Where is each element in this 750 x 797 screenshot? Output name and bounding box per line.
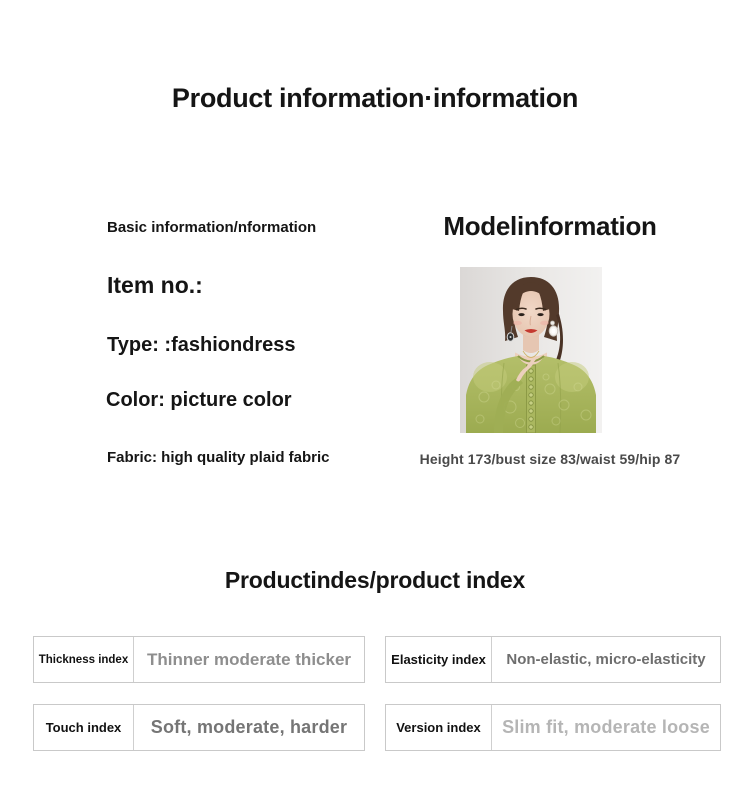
fabric-line: Fabric: high quality plaid fabric [107, 449, 330, 466]
index-box-touch [33, 704, 365, 751]
model-info-heading: Modelinformation [443, 211, 657, 241]
index-box-value: Thinner moderate thicker [146, 649, 352, 669]
index-box-value: Soft, moderate, harder [150, 717, 348, 737]
index-box-elasticity [385, 636, 721, 683]
item-no-line: Item no.: [107, 272, 203, 298]
index-box-label: Thickness index [34, 637, 134, 682]
product-index-grid [33, 636, 721, 751]
index-box-label: Version index [386, 705, 492, 750]
model-photo-image [460, 267, 602, 433]
index-box-version [385, 704, 721, 751]
page-title: Product information·information [171, 83, 579, 113]
index-box-value: Slim fit, moderate loose [502, 717, 710, 737]
type-line: Type: :fashiondress [107, 334, 296, 356]
index-box-label: Elasticity index [386, 637, 492, 682]
index-box-label: Touch index [34, 705, 134, 750]
basic-info-heading: Basic information/nformation [107, 219, 317, 236]
color-line: Color: picture color [106, 389, 292, 411]
product-index-heading: Productindes/product index [224, 567, 526, 593]
index-box-value: Non-elastic, micro-elasticity [506, 651, 706, 668]
model-measurements: Height 173/bust size 83/waist 59/hip 87 [419, 451, 681, 467]
index-box-thickness [33, 636, 365, 683]
